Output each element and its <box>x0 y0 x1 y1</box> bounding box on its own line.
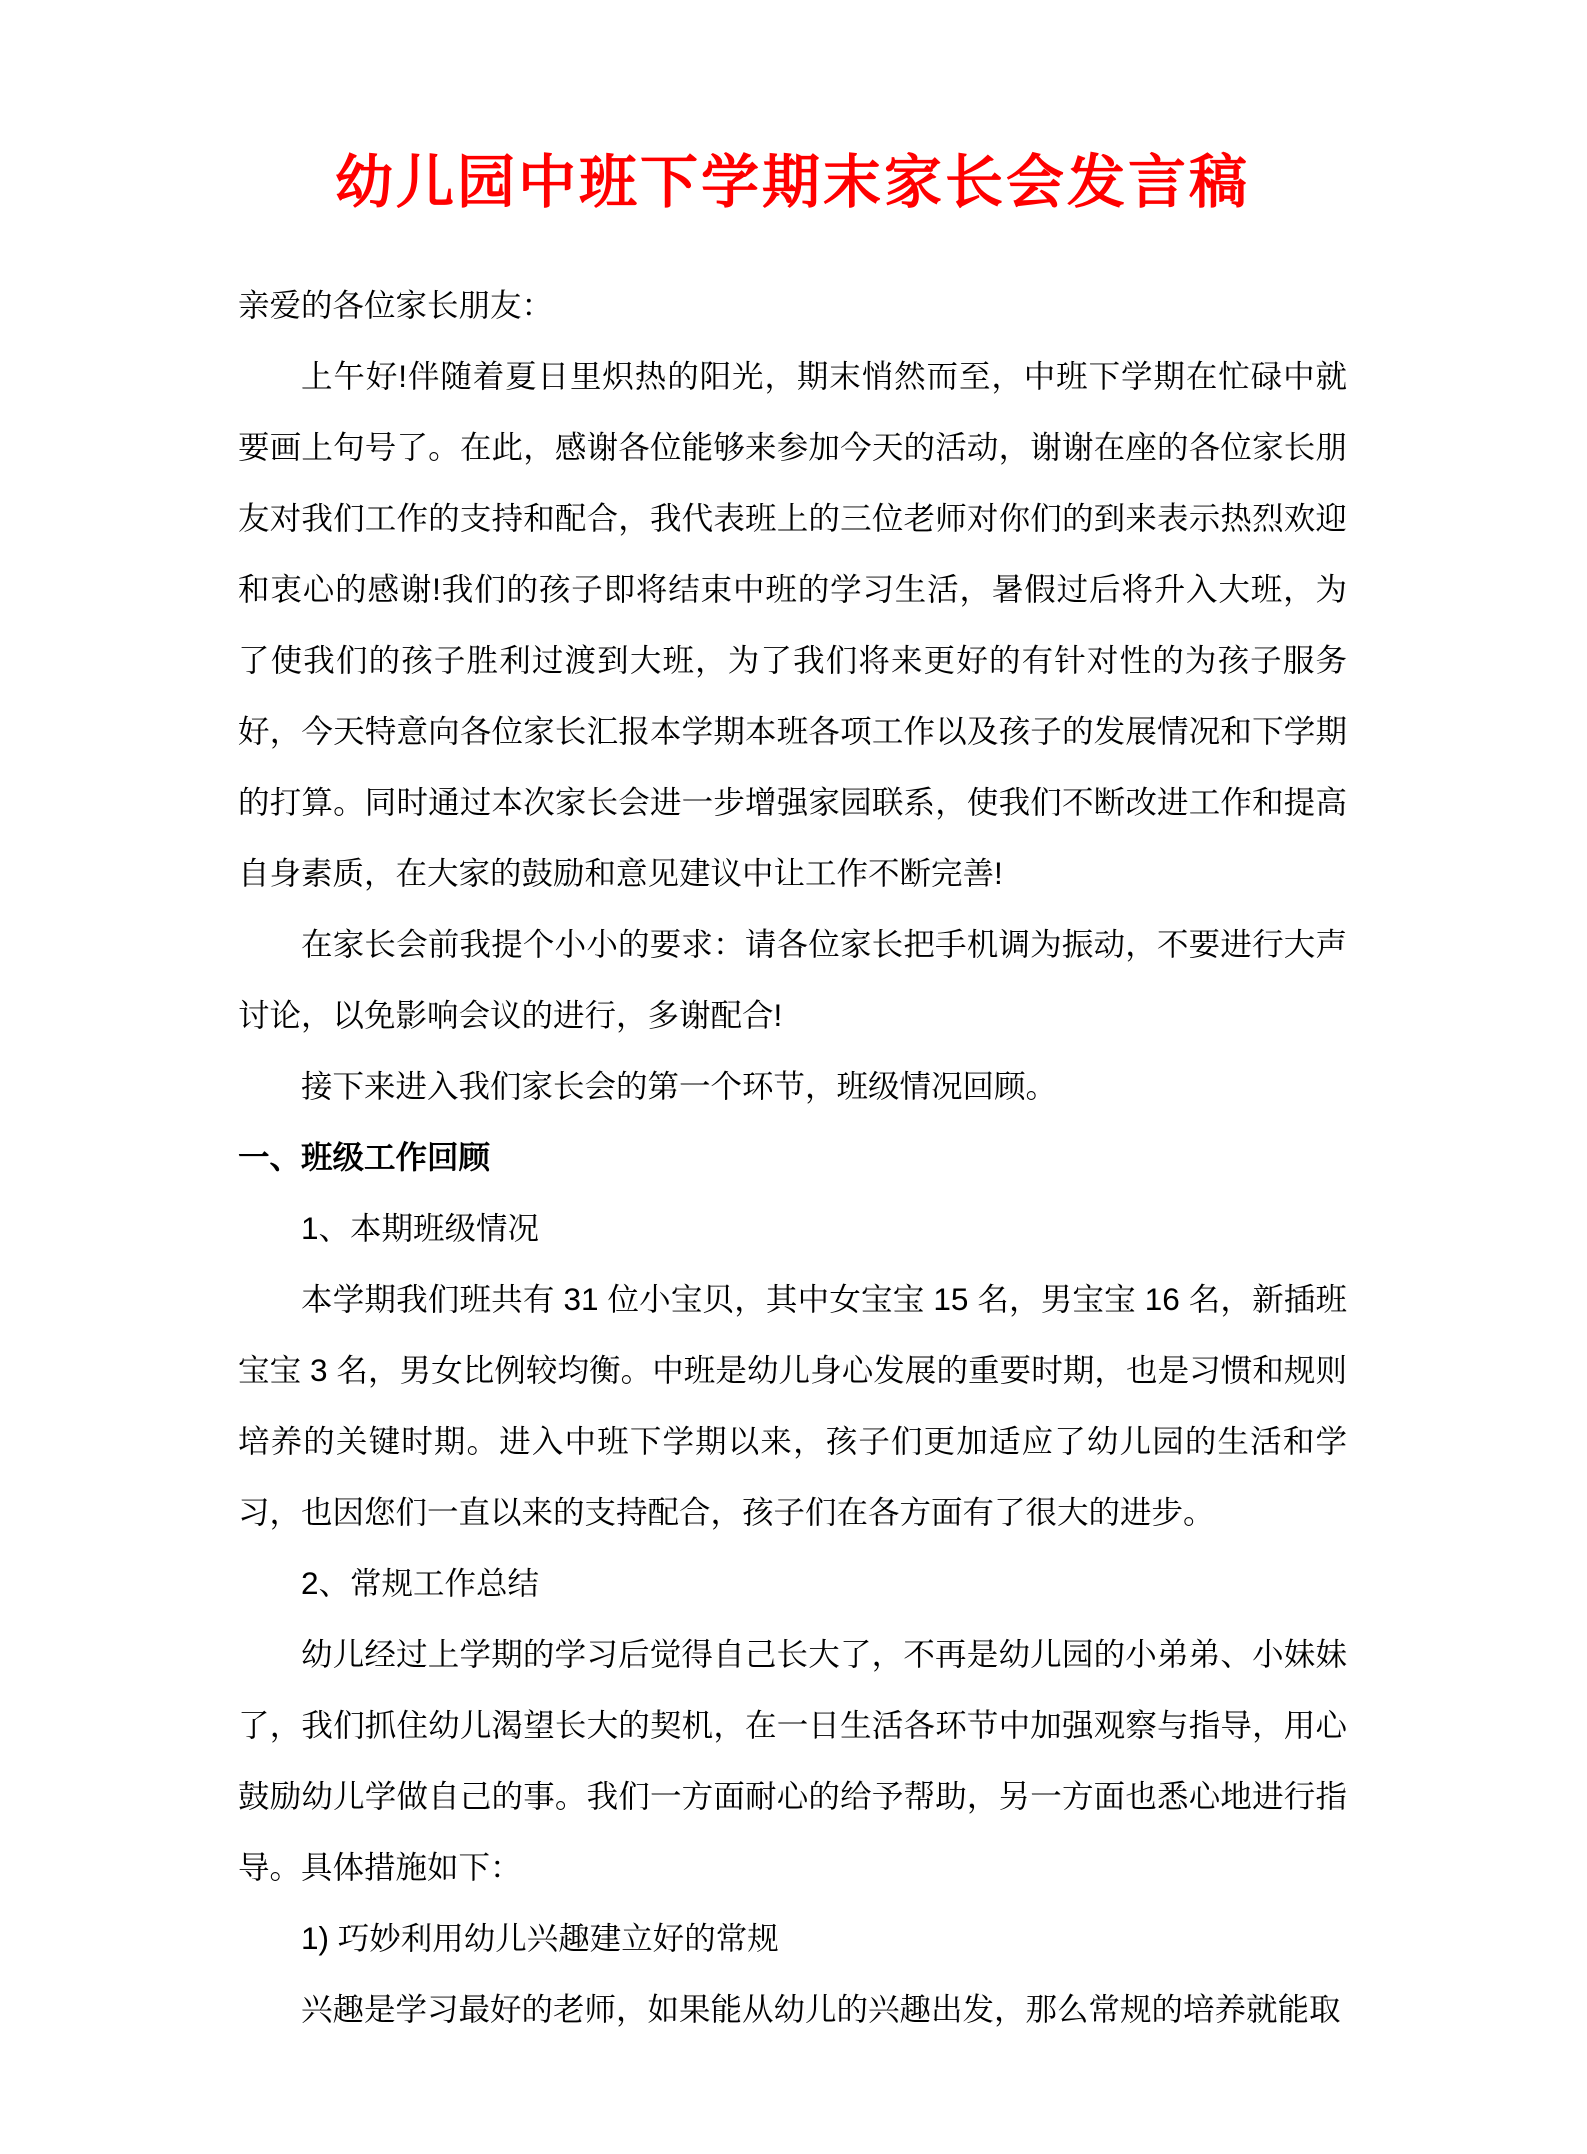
opening-paragraph: 上午好!伴随着夏日里炽热的阳光，期末悄然而至，中班下学期在忙碌中就要画上句号了。在此，感谢各位能够来参加今天的活动，谢谢在座的各位家长朋友对我们工作的支持和配合，我代表班上的三位老师对你们的到来表示热烈欢迎和衷心的感谢!我们的孩子即将结束中班的学习生活，暑假过后将升入大班，为了使我们的孩子胜利过渡到大班，为了我们将来更好的有针对性的为孩子服务好，今天特意向各位家长汇报本学期本班各项工作以及孩子的发展情况和下学期的打算。同时通过本次家长会进一步增强家园联系，使我们不断改进工作和提高自身素质，在大家的鼓励和意见建议中让工作不断完善! <box>238 358 1347 891</box>
section-heading-class-work-review: 一、班级工作回顾 <box>238 1139 491 1175</box>
request-paragraph: 在家长会前我提个小小的要求：请各位家长把手机调为振动，不要进行大声讨论，以免影响会议的进行，多谢配合! <box>238 926 1347 1033</box>
transition-paragraph: 接下来进入我们家长会的第一个环节，班级情况回顾。 <box>301 1068 1058 1104</box>
sub-item-class-situation: 1、本期班级情况 <box>301 1210 540 1246</box>
document-body <box>238 270 1347 2045</box>
interest-routine-paragraph: 兴趣是学习最好的老师，如果能从幼儿的兴趣出发，那么常规的培养就能取 <box>301 1991 1341 2027</box>
routine-summary-paragraph: 幼儿经过上学期的学习后觉得自己长大了，不再是幼儿园的小弟弟、小妹妹了，我们抓住幼儿渴望长大的契机，在一日生活各环节中加强观察与指导，用心鼓励幼儿学做自己的事。我们一方面耐心的给予帮助，另一方面也悉心地进行指导。具体措施如下： <box>238 1636 1347 1885</box>
document-title: 幼儿园中班下学期末家长会发言稿 <box>334 150 1250 215</box>
sub-item-routine-summary: 2、常规工作总结 <box>301 1565 540 1601</box>
class-situation-paragraph: 本学期我们班共有 31 位小宝贝，其中女宝宝 15 名，男宝宝 16 名，新插班宝宝 3 名，男女比例较均衡。中班是幼儿身心发展的重要时期，也是习惯和规则培养的关键时期。进入中班下学期以来，孩子们更加适应了幼儿园的生活和学习，也因您们一直以来的支持配合，孩子们在各方面有了很大的进步。 <box>238 1281 1347 1530</box>
sub-item-interest-routine: 1) 巧妙利用幼儿兴趣建立好的常规 <box>301 1920 779 1956</box>
salutation-line: 亲爱的各位家长朋友： <box>238 287 554 323</box>
